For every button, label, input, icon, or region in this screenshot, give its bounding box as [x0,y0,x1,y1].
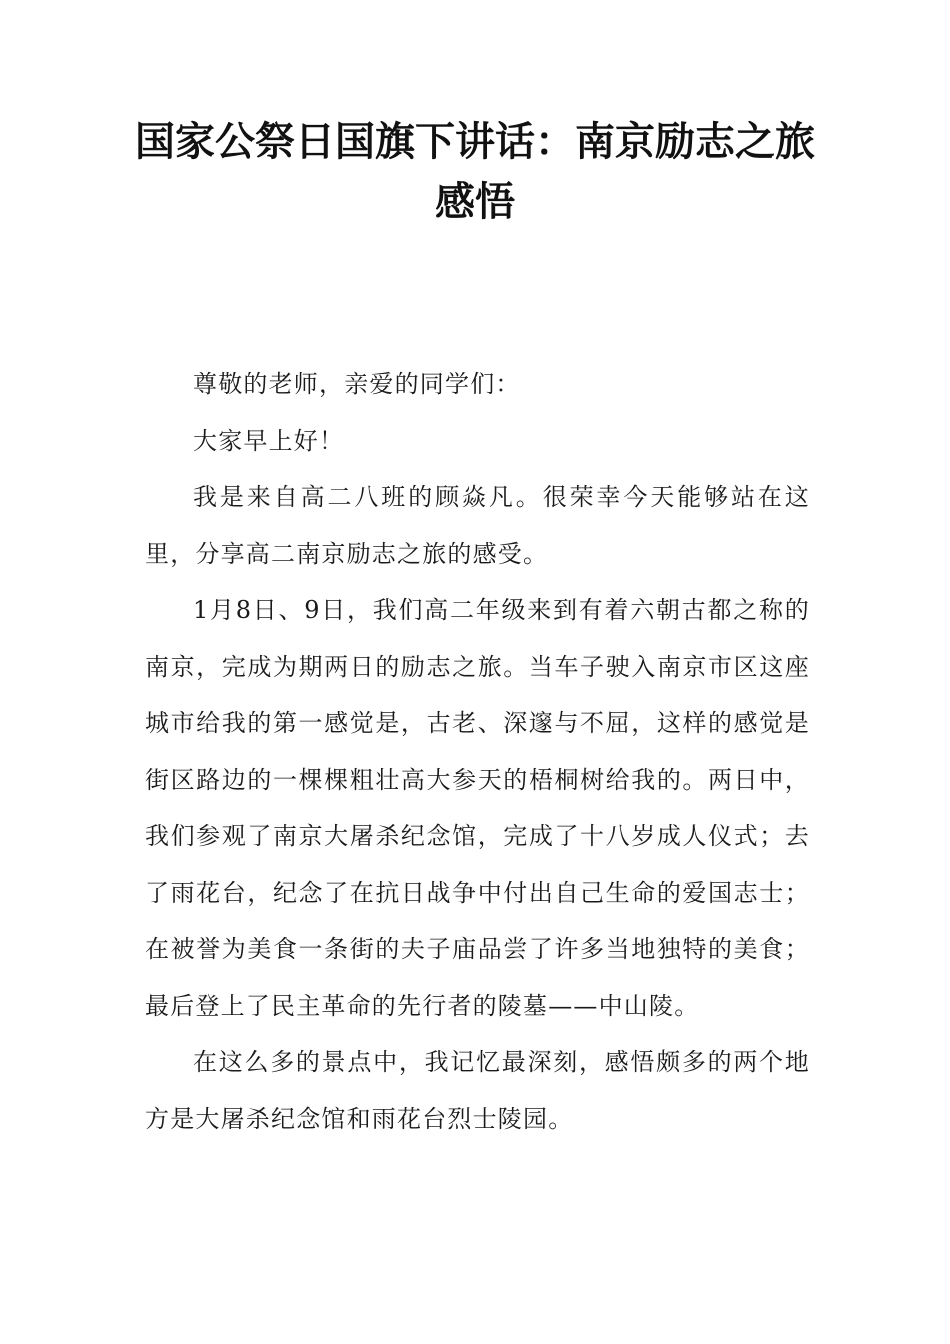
salutation-paragraph: 尊敬的老师，亲爱的同学们： [193,370,521,398]
reflection-paragraph: 在这么多的景点中，我记忆最深刻，感悟颇多的两个地方是大屠杀纪念馆和雨花台烈士陵园。 [145,1048,810,1133]
introduction-paragraph: 我是来自高二八班的顾焱凡。很荣幸今天能够站在这里，分享高二南京励志之旅的感受。 [145,483,810,568]
greeting-paragraph: 大家早上好！ [193,426,345,455]
page-title: 国家公祭日国旗下讲话：南京励志之旅感悟 [135,118,815,225]
document-body [145,356,810,1147]
trip-summary-paragraph: 1月8日、9日，我们高二年级来到有着六朝古都之称的南京，完成为期两日的励志之旅。当车子驶入南京市区这座城市给我的第一感觉是，古老、深邃与不屈，这样的感觉是街区路边的一棵棵粗壮高大参天的梧桐树给我的。两日中，我们参观了南京大屠杀纪念馆，完成了十八岁成人仪式；去了雨花台，纪念了在抗日战争中付出自己生命的爱国志士；在被誉为美食一条街的夫子庙品尝了许多当地独特的美食；最后登上了民主革命的先行者的陵墓——中山陵。 [145,596,810,1020]
